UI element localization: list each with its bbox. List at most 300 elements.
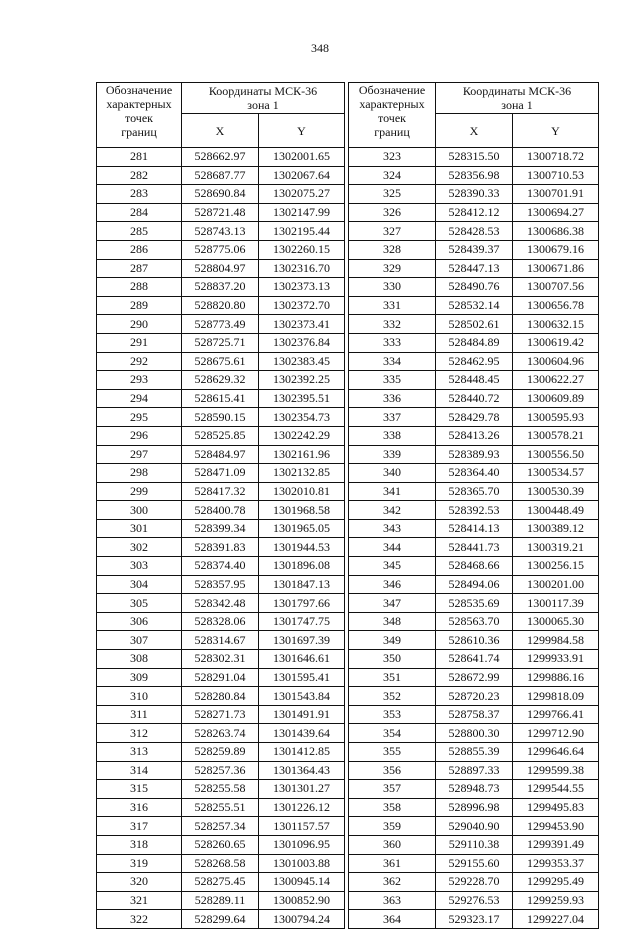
y-coordinate-cell: 1300534.57: [513, 464, 599, 483]
x-coordinate-cell: 528525.85: [182, 426, 259, 445]
y-coordinate-cell: 1301491.91: [259, 705, 345, 724]
y-coordinate-cell: 1300632.15: [513, 315, 599, 334]
point-number-cell: 331: [349, 296, 436, 315]
point-designation-header: Обозначение характерных точек границ: [97, 83, 182, 148]
point-number-cell: 313: [97, 743, 182, 762]
table-row: [97, 873, 345, 892]
point-number-cell: 306: [97, 612, 182, 631]
y-coordinate-cell: 1300556.50: [513, 445, 599, 464]
point-number-cell: 296: [97, 426, 182, 445]
table-row: [97, 910, 345, 929]
table-row: [97, 259, 345, 278]
point-number-cell: 290: [97, 315, 182, 334]
point-number-cell: 344: [349, 538, 436, 557]
table-row: [97, 371, 345, 390]
y-coordinate-cell: 1299495.83: [513, 798, 599, 817]
x-coordinate-cell: 528897.33: [436, 761, 513, 780]
y-coordinate-cell: 1301543.84: [259, 687, 345, 706]
x-coordinate-cell: 528563.70: [436, 612, 513, 631]
y-coordinate-cell: 1301646.61: [259, 650, 345, 669]
y-coordinate-cell: 1299353.37: [513, 854, 599, 873]
x-coordinate-cell: 528414.13: [436, 519, 513, 538]
x-coordinate-cell: 528687.77: [182, 166, 259, 185]
point-number-cell: 319: [97, 854, 182, 873]
x-coordinate-cell: 528610.36: [436, 631, 513, 650]
x-coordinate-cell: 528257.34: [182, 817, 259, 836]
table-row: [97, 798, 345, 817]
x-coordinate-cell: 529155.60: [436, 854, 513, 873]
y-column-header: Y: [513, 114, 599, 148]
x-coordinate-cell: 528494.06: [436, 575, 513, 594]
x-coordinate-cell: 528471.09: [182, 464, 259, 483]
table-row: [97, 891, 345, 910]
table-row: [97, 594, 345, 613]
table-row: [97, 519, 345, 538]
table-row: [97, 333, 345, 352]
table-row: [97, 296, 345, 315]
table-row: [97, 166, 345, 185]
x-coordinate-cell: 528271.73: [182, 705, 259, 724]
point-number-cell: 363: [349, 891, 436, 910]
x-coordinate-cell: 528662.97: [182, 148, 259, 167]
table-row: [349, 333, 599, 352]
y-coordinate-cell: 1299599.38: [513, 761, 599, 780]
y-coordinate-cell: 1302392.25: [259, 371, 345, 390]
x-coordinate-cell: 528392.53: [436, 501, 513, 520]
table-row: [349, 296, 599, 315]
point-number-cell: 329: [349, 259, 436, 278]
point-number-cell: 291: [97, 333, 182, 352]
x-coordinate-cell: 528615.41: [182, 389, 259, 408]
table-row: [349, 278, 599, 297]
table-row: [97, 631, 345, 650]
coordinates-system-header: Координаты МСК-36 зона 1: [436, 83, 599, 114]
x-coordinate-cell: 529323.17: [436, 910, 513, 929]
y-coordinate-cell: 1299886.16: [513, 668, 599, 687]
y-coordinate-cell: 1302372.70: [259, 296, 345, 315]
x-coordinate-cell: 529110.38: [436, 835, 513, 854]
y-coordinate-cell: 1300694.27: [513, 203, 599, 222]
x-coordinate-cell: 528773.49: [182, 315, 259, 334]
x-coordinate-cell: 528257.36: [182, 761, 259, 780]
point-number-cell: 346: [349, 575, 436, 594]
point-number-cell: 334: [349, 352, 436, 371]
table-row: [349, 650, 599, 669]
table-row: [349, 724, 599, 743]
y-coordinate-cell: 1302001.65: [259, 148, 345, 167]
y-coordinate-cell: 1299984.58: [513, 631, 599, 650]
table-row: [349, 575, 599, 594]
x-coordinate-cell: 528400.78: [182, 501, 259, 520]
table-row: [349, 315, 599, 334]
table-row: [97, 538, 345, 557]
y-coordinate-cell: 1300389.12: [513, 519, 599, 538]
y-coordinate-cell: 1300319.21: [513, 538, 599, 557]
y-coordinate-cell: 1300530.39: [513, 482, 599, 501]
x-coordinate-cell: 528365.70: [436, 482, 513, 501]
x-coordinate-cell: 528490.76: [436, 278, 513, 297]
table-row: [97, 482, 345, 501]
y-coordinate-cell: 1300852.90: [259, 891, 345, 910]
point-number-cell: 336: [349, 389, 436, 408]
y-coordinate-cell: 1301847.13: [259, 575, 345, 594]
table-row: [97, 408, 345, 427]
x-coordinate-cell: 528720.23: [436, 687, 513, 706]
y-coordinate-cell: 1301797.66: [259, 594, 345, 613]
point-number-cell: 289: [97, 296, 182, 315]
y-coordinate-cell: 1301944.53: [259, 538, 345, 557]
y-coordinate-cell: 1300718.72: [513, 148, 599, 167]
table-row: [349, 259, 599, 278]
point-number-cell: 362: [349, 873, 436, 892]
y-coordinate-cell: 1299646.64: [513, 743, 599, 762]
x-coordinate-cell: 528448.45: [436, 371, 513, 390]
point-number-cell: 305: [97, 594, 182, 613]
table-row: [97, 575, 345, 594]
point-number-cell: 307: [97, 631, 182, 650]
table-body-right: [349, 148, 599, 929]
x-coordinate-cell: 528675.61: [182, 352, 259, 371]
y-coordinate-cell: 1302067.64: [259, 166, 345, 185]
point-number-cell: 284: [97, 203, 182, 222]
table-row: [349, 687, 599, 706]
x-coordinate-cell: 528357.95: [182, 575, 259, 594]
point-number-cell: 325: [349, 185, 436, 204]
y-coordinate-cell: 1299259.93: [513, 891, 599, 910]
x-coordinate-cell: 528255.51: [182, 798, 259, 817]
y-coordinate-cell: 1302373.41: [259, 315, 345, 334]
point-number-cell: 333: [349, 333, 436, 352]
page-number: 348: [311, 41, 329, 55]
y-coordinate-cell: 1299544.55: [513, 780, 599, 799]
table-row: [349, 519, 599, 538]
y-coordinate-cell: 1302316.70: [259, 259, 345, 278]
x-coordinate-cell: 528758.37: [436, 705, 513, 724]
y-coordinate-cell: 1300619.42: [513, 333, 599, 352]
x-coordinate-cell: 528641.74: [436, 650, 513, 669]
table-row: [97, 724, 345, 743]
table-row: [97, 240, 345, 259]
x-coordinate-cell: 528855.39: [436, 743, 513, 762]
table-row: [349, 185, 599, 204]
y-coordinate-cell: 1299933.91: [513, 650, 599, 669]
point-number-cell: 281: [97, 148, 182, 167]
table-row: [349, 854, 599, 873]
point-number-cell: 360: [349, 835, 436, 854]
y-coordinate-cell: 1302010.81: [259, 482, 345, 501]
y-coordinate-cell: 1302161.96: [259, 445, 345, 464]
point-number-cell: 298: [97, 464, 182, 483]
y-coordinate-cell: 1301301.27: [259, 780, 345, 799]
x-column-header: X: [436, 114, 513, 148]
table-row: [349, 222, 599, 241]
table-row: [97, 687, 345, 706]
table-row: [349, 482, 599, 501]
y-coordinate-cell: 1300448.49: [513, 501, 599, 520]
point-number-cell: 282: [97, 166, 182, 185]
y-coordinate-cell: 1302395.51: [259, 389, 345, 408]
point-number-cell: 321: [97, 891, 182, 910]
x-coordinate-cell: 528800.30: [436, 724, 513, 743]
y-coordinate-cell: 1300604.96: [513, 352, 599, 371]
x-coordinate-cell: 528721.48: [182, 203, 259, 222]
point-number-cell: 302: [97, 538, 182, 557]
y-coordinate-cell: 1300622.27: [513, 371, 599, 390]
x-coordinate-cell: 528439.37: [436, 240, 513, 259]
point-number-cell: 286: [97, 240, 182, 259]
x-coordinate-cell: 528314.67: [182, 631, 259, 650]
y-coordinate-cell: 1299295.49: [513, 873, 599, 892]
table-row: [349, 798, 599, 817]
x-coordinate-cell: 528390.33: [436, 185, 513, 204]
point-number-cell: 361: [349, 854, 436, 873]
table-row: [349, 780, 599, 799]
x-coordinate-cell: 528289.11: [182, 891, 259, 910]
point-number-cell: 297: [97, 445, 182, 464]
table-row: [349, 166, 599, 185]
x-coordinate-cell: 528260.65: [182, 835, 259, 854]
point-number-cell: 310: [97, 687, 182, 706]
table-row: [349, 426, 599, 445]
table-row: [97, 668, 345, 687]
point-number-cell: 338: [349, 426, 436, 445]
x-coordinate-cell: 528468.66: [436, 557, 513, 576]
point-number-cell: 318: [97, 835, 182, 854]
point-number-cell: 314: [97, 761, 182, 780]
y-coordinate-cell: 1302373.13: [259, 278, 345, 297]
y-coordinate-cell: 1301226.12: [259, 798, 345, 817]
point-number-cell: 317: [97, 817, 182, 836]
point-number-cell: 295: [97, 408, 182, 427]
y-coordinate-cell: 1300595.93: [513, 408, 599, 427]
point-number-cell: 301: [97, 519, 182, 538]
point-number-cell: 335: [349, 371, 436, 390]
point-number-cell: 303: [97, 557, 182, 576]
x-coordinate-cell: 528302.31: [182, 650, 259, 669]
y-coordinate-cell: 1301747.75: [259, 612, 345, 631]
point-number-cell: 337: [349, 408, 436, 427]
table-row: [97, 315, 345, 334]
table-row: [349, 910, 599, 929]
y-coordinate-cell: 1301697.39: [259, 631, 345, 650]
point-number-cell: 315: [97, 780, 182, 799]
table-row: [349, 352, 599, 371]
point-number-cell: 304: [97, 575, 182, 594]
point-number-cell: 339: [349, 445, 436, 464]
y-coordinate-cell: 1301439.64: [259, 724, 345, 743]
table-row: [97, 501, 345, 520]
x-coordinate-cell: 528342.48: [182, 594, 259, 613]
y-coordinate-cell: 1300578.21: [513, 426, 599, 445]
y-coordinate-cell: 1299391.49: [513, 835, 599, 854]
table-row: [349, 668, 599, 687]
point-number-cell: 342: [349, 501, 436, 520]
x-coordinate-cell: 528259.89: [182, 743, 259, 762]
point-number-cell: 345: [349, 557, 436, 576]
table-row: [97, 835, 345, 854]
x-coordinate-cell: 528399.34: [182, 519, 259, 538]
x-coordinate-cell: 528275.45: [182, 873, 259, 892]
table-row: [97, 743, 345, 762]
y-coordinate-cell: 1300117.39: [513, 594, 599, 613]
x-coordinate-cell: 528502.61: [436, 315, 513, 334]
x-coordinate-cell: 528837.20: [182, 278, 259, 297]
point-number-cell: 343: [349, 519, 436, 538]
x-coordinate-cell: 528672.99: [436, 668, 513, 687]
point-number-cell: 288: [97, 278, 182, 297]
y-coordinate-cell: 1302383.45: [259, 352, 345, 371]
table-row: [349, 743, 599, 762]
y-coordinate-cell: 1300686.38: [513, 222, 599, 241]
point-number-cell: 309: [97, 668, 182, 687]
point-number-cell: 312: [97, 724, 182, 743]
x-coordinate-cell: 528417.32: [182, 482, 259, 501]
point-number-cell: 300: [97, 501, 182, 520]
table-row: [97, 203, 345, 222]
table-row: [349, 631, 599, 650]
x-coordinate-cell: 528268.58: [182, 854, 259, 873]
table-row: [349, 538, 599, 557]
x-coordinate-cell: 528389.93: [436, 445, 513, 464]
point-number-cell: 330: [349, 278, 436, 297]
table-row: [349, 891, 599, 910]
y-coordinate-cell: 1300256.15: [513, 557, 599, 576]
x-coordinate-cell: 528374.40: [182, 557, 259, 576]
point-number-cell: 326: [349, 203, 436, 222]
point-number-cell: 324: [349, 166, 436, 185]
x-coordinate-cell: 528299.64: [182, 910, 259, 929]
point-number-cell: 285: [97, 222, 182, 241]
y-coordinate-cell: 1299818.09: [513, 687, 599, 706]
x-coordinate-cell: 528996.98: [436, 798, 513, 817]
x-coordinate-cell: 528440.72: [436, 389, 513, 408]
point-number-cell: 299: [97, 482, 182, 501]
point-number-cell: 354: [349, 724, 436, 743]
y-coordinate-cell: 1300065.30: [513, 612, 599, 631]
table-row: [349, 464, 599, 483]
x-coordinate-cell: 528484.97: [182, 445, 259, 464]
point-number-cell: 359: [349, 817, 436, 836]
x-coordinate-cell: 528462.95: [436, 352, 513, 371]
x-coordinate-cell: 528391.83: [182, 538, 259, 557]
y-coordinate-cell: 1299712.90: [513, 724, 599, 743]
point-number-cell: 355: [349, 743, 436, 762]
x-coordinate-cell: 528948.73: [436, 780, 513, 799]
x-coordinate-cell: 528291.04: [182, 668, 259, 687]
x-coordinate-cell: 528441.73: [436, 538, 513, 557]
table-row: [349, 761, 599, 780]
table-row: [97, 780, 345, 799]
x-coordinate-cell: 528629.32: [182, 371, 259, 390]
point-number-cell: 327: [349, 222, 436, 241]
table-row: [97, 278, 345, 297]
table-row: [349, 203, 599, 222]
table-row: [349, 557, 599, 576]
y-column-header: Y: [259, 114, 345, 148]
table-row: [349, 445, 599, 464]
table-row: [97, 352, 345, 371]
x-coordinate-cell: 528804.97: [182, 259, 259, 278]
table-row: [349, 594, 599, 613]
table-row: [97, 464, 345, 483]
x-coordinate-cell: 528820.80: [182, 296, 259, 315]
x-coordinate-cell: 528775.06: [182, 240, 259, 259]
y-coordinate-cell: 1299227.04: [513, 910, 599, 929]
x-coordinate-cell: 529040.90: [436, 817, 513, 836]
y-coordinate-cell: 1301364.43: [259, 761, 345, 780]
y-coordinate-cell: 1299766.41: [513, 705, 599, 724]
point-number-cell: 353: [349, 705, 436, 724]
y-coordinate-cell: 1300945.14: [259, 873, 345, 892]
table-row: [349, 612, 599, 631]
x-coordinate-cell: 528412.12: [436, 203, 513, 222]
point-number-cell: 311: [97, 705, 182, 724]
point-number-cell: 350: [349, 650, 436, 669]
table-row: [349, 835, 599, 854]
x-coordinate-cell: 528328.06: [182, 612, 259, 631]
y-coordinate-cell: 1301595.41: [259, 668, 345, 687]
x-coordinate-cell: 528447.13: [436, 259, 513, 278]
point-number-cell: 328: [349, 240, 436, 259]
point-number-cell: 294: [97, 389, 182, 408]
y-coordinate-cell: 1301096.95: [259, 835, 345, 854]
table-row: [349, 501, 599, 520]
x-coordinate-cell: 528364.40: [436, 464, 513, 483]
table-row: [349, 817, 599, 836]
point-number-cell: 320: [97, 873, 182, 892]
table-body-left: [97, 148, 345, 929]
x-coordinate-cell: 528484.89: [436, 333, 513, 352]
y-coordinate-cell: 1300679.16: [513, 240, 599, 259]
x-coordinate-cell: 529228.70: [436, 873, 513, 892]
point-number-cell: 322: [97, 910, 182, 929]
coordinates-table-right: [348, 82, 599, 929]
x-coordinate-cell: 529276.53: [436, 891, 513, 910]
x-coordinate-cell: 528532.14: [436, 296, 513, 315]
point-number-cell: 352: [349, 687, 436, 706]
point-number-cell: 332: [349, 315, 436, 334]
y-coordinate-cell: 1301965.05: [259, 519, 345, 538]
point-number-cell: 340: [349, 464, 436, 483]
y-coordinate-cell: 1302242.29: [259, 426, 345, 445]
table-row: [97, 612, 345, 631]
table-row: [97, 705, 345, 724]
table-row: [97, 389, 345, 408]
x-coordinate-cell: 528428.53: [436, 222, 513, 241]
y-coordinate-cell: 1300794.24: [259, 910, 345, 929]
y-coordinate-cell: 1302260.15: [259, 240, 345, 259]
y-coordinate-cell: 1300710.53: [513, 166, 599, 185]
y-coordinate-cell: 1302354.73: [259, 408, 345, 427]
y-coordinate-cell: 1301003.88: [259, 854, 345, 873]
y-coordinate-cell: 1301968.58: [259, 501, 345, 520]
table-row: [349, 873, 599, 892]
table-row: [97, 148, 345, 167]
x-coordinate-cell: 528255.58: [182, 780, 259, 799]
y-coordinate-cell: 1300656.78: [513, 296, 599, 315]
y-coordinate-cell: 1300609.89: [513, 389, 599, 408]
table-row: [97, 817, 345, 836]
y-coordinate-cell: 1302195.44: [259, 222, 345, 241]
x-coordinate-cell: 528429.78: [436, 408, 513, 427]
table-row: [349, 148, 599, 167]
y-coordinate-cell: 1301412.85: [259, 743, 345, 762]
y-coordinate-cell: 1302147.99: [259, 203, 345, 222]
table-row: [97, 185, 345, 204]
point-number-cell: 358: [349, 798, 436, 817]
table-row: [97, 650, 345, 669]
y-coordinate-cell: 1301896.08: [259, 557, 345, 576]
